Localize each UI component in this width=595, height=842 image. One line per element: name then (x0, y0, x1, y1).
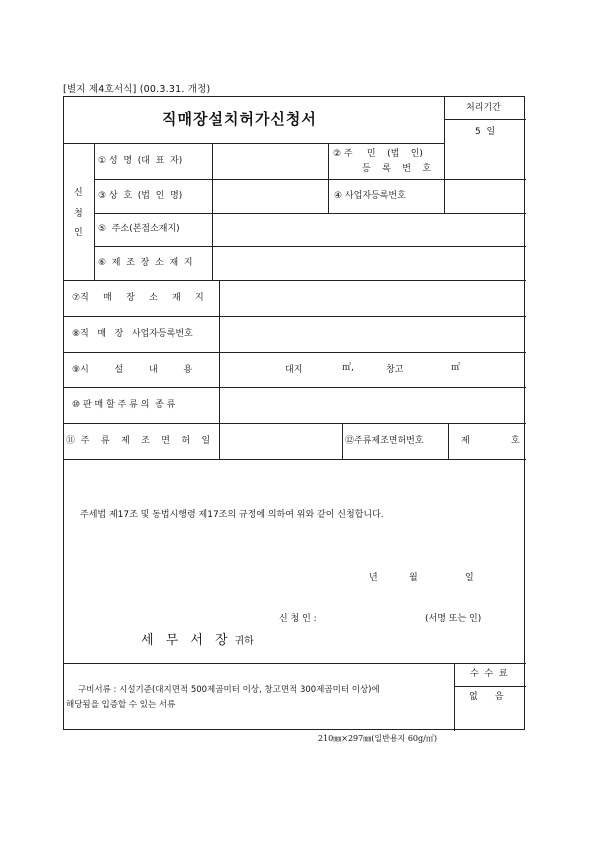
date-year: 년 (369, 573, 378, 583)
resident-number-label: 등 록 번 호 (362, 164, 432, 174)
applicant-signature-label: 신 청 인 : (279, 614, 317, 624)
license-number-label: ⑫주류제조면허번호 (345, 436, 424, 446)
facility-label: ⑨시 설 내 용 (72, 365, 193, 375)
name-label: ① 성 명 (대 표 자) (98, 156, 183, 166)
company-name-label: ③ 상 호 (법 인 명) (98, 191, 183, 201)
form-title: 직매장설치허가신청서 (162, 110, 317, 128)
warehouse-area-label: 창고 (386, 365, 404, 375)
store-business-number-field[interactable] (220, 317, 526, 352)
paper-size-note: 210㎜×297㎜(일반용지 60g/㎡) (318, 734, 437, 743)
signature-note: (서명 또는 인) (425, 614, 482, 624)
warehouse-area-unit: ㎡ (451, 363, 461, 373)
processing-period-label: 처리기간 (466, 103, 501, 113)
applicant-group-label: 인 (74, 228, 83, 238)
factory-location-label: ⑥ 제 조 장 소 재 지 (98, 258, 193, 268)
resident-number-label: ② 주 민 (법 인) (333, 149, 423, 159)
fee-label: 수 수 료 (470, 669, 508, 679)
license-number-prefix: 제 (461, 436, 470, 446)
divider (342, 423, 343, 459)
divider (454, 663, 455, 731)
processing-period-value: 5 일 (475, 127, 496, 137)
required-documents: 구비서류 : 시설기준(대지면적 500제곱미터 이상, 창고면적 300제곱미터 이상)에 (78, 685, 380, 695)
resident-number-field[interactable] (445, 144, 526, 179)
applicant-group-label: 신 (74, 188, 83, 198)
divider (328, 143, 329, 213)
divider (64, 352, 526, 353)
store-business-number-label: ⑧직 매 장 사업자등록번호 (72, 329, 193, 339)
recipient (141, 633, 254, 650)
store-location-label: ⑦직 매 장 소 재 지 (72, 293, 204, 303)
license-date-field[interactable] (220, 424, 342, 459)
liquor-types-field[interactable] (220, 388, 526, 423)
fee-value: 없 음 (469, 692, 504, 702)
address-label: ⑤ 주소(본점소재지) (98, 224, 180, 234)
factory-location-field[interactable] (213, 247, 526, 280)
form-label: [별지 제4호서식] (00.3.31. 개정) (63, 84, 211, 95)
tax-office: 세 무 서 장 (141, 633, 232, 648)
date-day: 일 (465, 573, 474, 583)
business-number-field[interactable] (445, 180, 526, 213)
divider (64, 459, 526, 460)
liquor-types-label: ⑩ 판 매 할 주 류 의 종 류 (72, 400, 176, 410)
address-field[interactable] (213, 214, 526, 246)
application-form (63, 96, 525, 730)
declaration-text: 주세법 제17조 및 동법시행령 제17조의 규정에 의하여 위와 같이 신청합니다. (80, 510, 384, 520)
name-field[interactable] (213, 144, 328, 179)
site-area-unit: ㎡, (342, 363, 354, 373)
license-number-suffix: 호 (511, 436, 520, 446)
divider (454, 686, 526, 687)
divider (94, 143, 95, 280)
company-name-field[interactable] (213, 180, 328, 213)
license-date-label: ⑪ 주 류 제 조 면 허 일 (66, 436, 211, 446)
required-documents-continued: 해당됨을 입증할 수 있는 서류 (66, 700, 176, 710)
site-area-label: 대지 (285, 365, 303, 375)
applicant-group-label: 청 (74, 209, 83, 219)
business-number-label: ④ 사업자등록번호 (334, 191, 406, 201)
divider (448, 423, 449, 459)
divider (444, 97, 445, 143)
date-month: 월 (409, 573, 418, 583)
divider (444, 119, 526, 120)
divider (64, 663, 526, 664)
recipient-suffix: 귀하 (234, 636, 254, 647)
store-location-field[interactable] (220, 281, 526, 316)
